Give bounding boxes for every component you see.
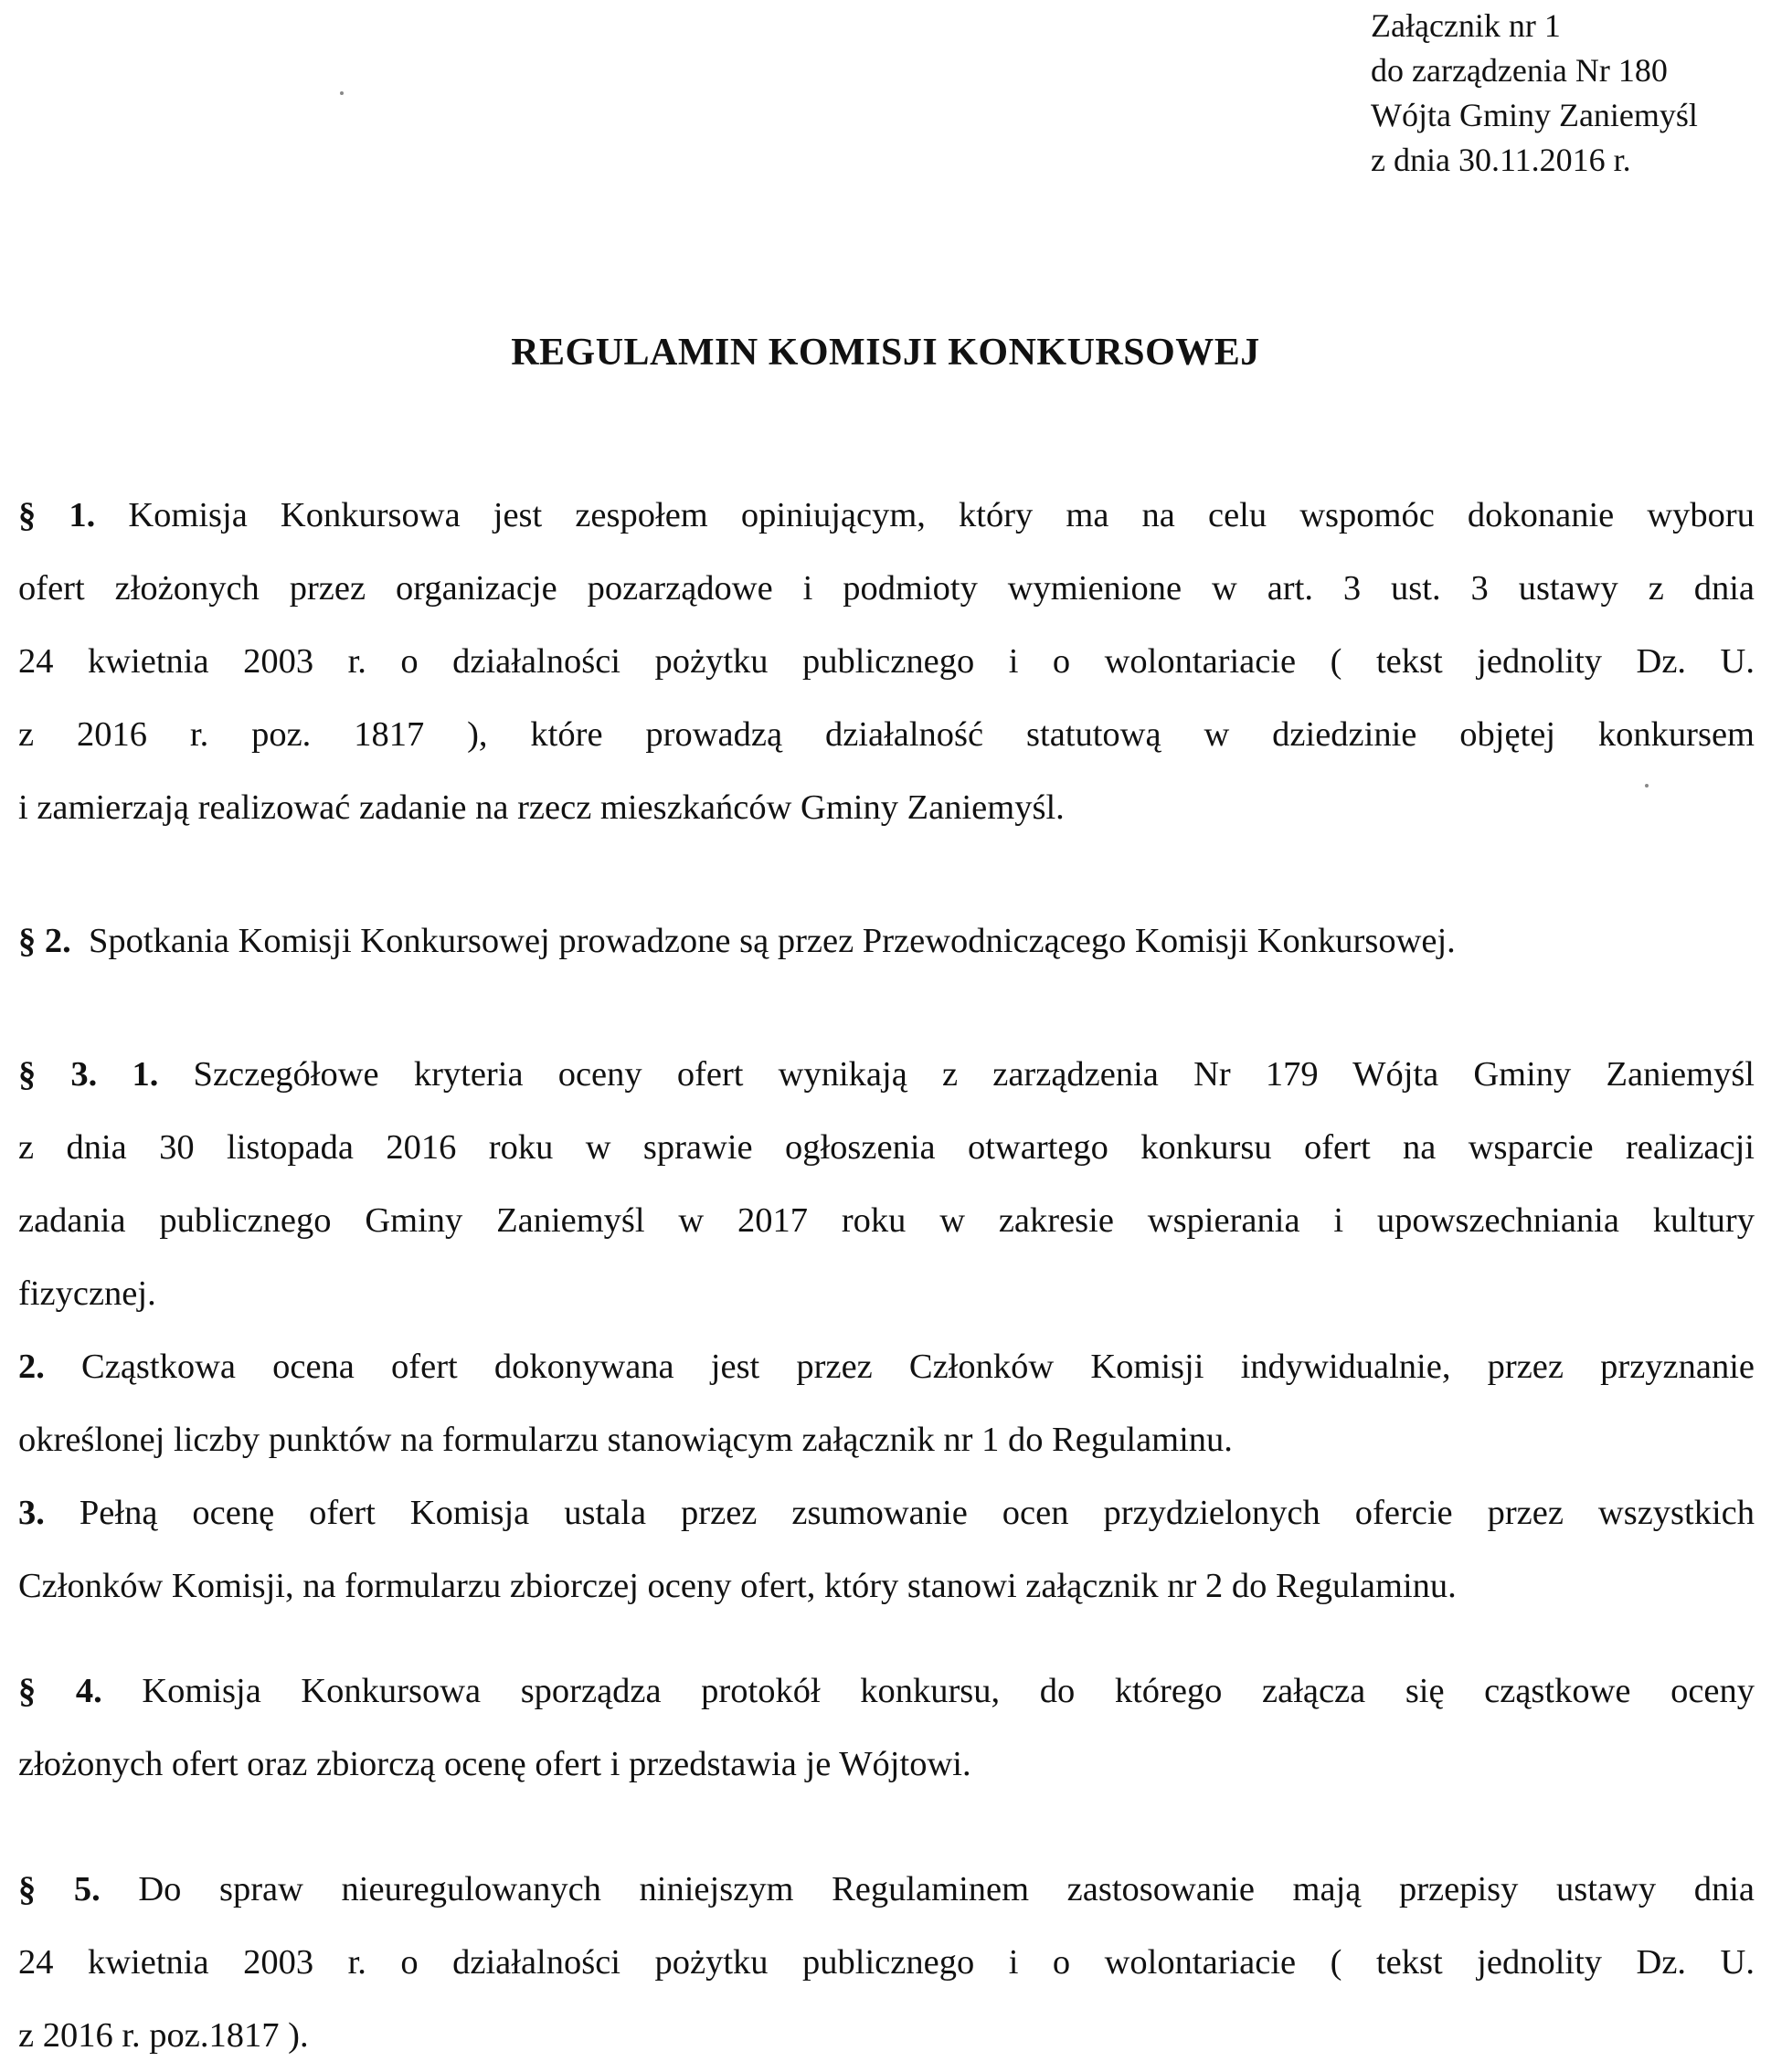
document-title: REGULAMIN KOMISJI KONKURSOWEJ <box>511 332 1260 374</box>
section-1-number: § 1. <box>18 496 96 534</box>
header-line-issuer: Wójta Gminy Zaniemyśl <box>1371 97 1698 133</box>
scan-speck <box>340 91 344 95</box>
attachment-header <box>1371 4 1698 183</box>
section-3 <box>18 1038 1755 1623</box>
section-3-line: zadania publicznego Gminy Zaniemyśl w 2017 roku w zakresie wspierania i upowszechniania kultury <box>18 1201 1755 1240</box>
section-3-line: fizycznej. <box>18 1274 156 1313</box>
section-5-line: § 5. Do spraw nieuregulowanych niniejszym Regulaminem zastosowanie mają przepisy ustawy dnia <box>18 1870 1755 1908</box>
header-line-date: z dnia 30.11.2016 r. <box>1371 142 1631 178</box>
section-3-point-2-number: 2. <box>18 1348 45 1386</box>
section-3-line: z dnia 30 listopada 2016 roku w sprawie ogłoszenia otwartego konkursu ofert na wsparcie realizacji <box>18 1128 1755 1167</box>
section-3-point-3-line: Członków Komisji, na formularzu zbiorczej oceny ofert, który stanowi załącznik nr 2 do Regulaminu. <box>18 1567 1457 1605</box>
section-4-line: § 4. Komisja Konkursowa sporządza protokół konkursu, do którego załącza się cząstkowe oceny <box>18 1672 1755 1710</box>
section-1 <box>18 479 1755 844</box>
section-3-point-3-line: 3. Pełną ocenę ofert Komisja ustala przez zsumowanie ocen przydzielonych ofercie przez wszystkich <box>18 1494 1755 1532</box>
section-5-line: z 2016 r. poz.1817 ). <box>18 2016 309 2055</box>
section-2-line: § 2. Spotkania Komisji Konkursowej prowadzone są przez Przewodniczącego Komisji Konkursowej. <box>18 922 1456 960</box>
section-4-line: złożonych ofert oraz zbiorczą ocenę ofert i przedstawia je Wójtowi. <box>18 1745 971 1783</box>
section-4-number: § 4. <box>18 1672 102 1710</box>
section-3-point-2-line: określonej liczby punktów na formularzu stanowiącym załącznik nr 1 do Regulaminu. <box>18 1421 1233 1459</box>
section-1-line: § 1. Komisja Konkursowa jest zespołem opiniującym, który ma na celu wspomóc dokonanie wyboru <box>18 496 1755 534</box>
section-5-line: 24 kwietnia 2003 r. o działalności pożytku publicznego i o wolontariacie ( tekst jednolity Dz. U. <box>18 1943 1755 1982</box>
section-3-line: § 3. 1. Szczegółowe kryteria oceny ofert wynikają z zarządzenia Nr 179 Wójta Gminy Zaniemyśl <box>18 1055 1755 1094</box>
section-1-line: ofert złożonych przez organizacje pozarządowe i podmioty wymienione w art. 3 ust. 3 ustawy z dnia <box>18 569 1755 608</box>
section-3-point-3-number: 3. <box>18 1494 45 1532</box>
section-3-point-2-line: 2. Cząstkowa ocena ofert dokonywana jest przez Członków Komisji indywidualnie, przez przyznanie <box>18 1348 1755 1386</box>
section-1-line: z 2016 r. poz. 1817 ), które prowadzą działalność statutową w dziedzinie objętej konkursem <box>18 715 1755 754</box>
section-1-line: i zamierzają realizować zadanie na rzecz mieszkańców Gminy Zaniemyśl. <box>18 788 1065 827</box>
header-line-order: do zarządzenia Nr 180 <box>1371 52 1668 89</box>
section-2 <box>18 904 1755 978</box>
section-5 <box>18 1853 1755 2072</box>
section-4 <box>18 1654 1755 1801</box>
section-5-number: § 5. <box>18 1870 101 1908</box>
section-3-number: § 3. 1. <box>18 1055 159 1094</box>
section-2-number: § 2. <box>18 922 71 960</box>
header-line-attachment: Załącznik nr 1 <box>1371 7 1561 44</box>
scan-speck <box>1645 784 1649 788</box>
section-1-line: 24 kwietnia 2003 r. o działalności pożytku publicznego i o wolontariacie ( tekst jednolity Dz. U. <box>18 642 1755 681</box>
